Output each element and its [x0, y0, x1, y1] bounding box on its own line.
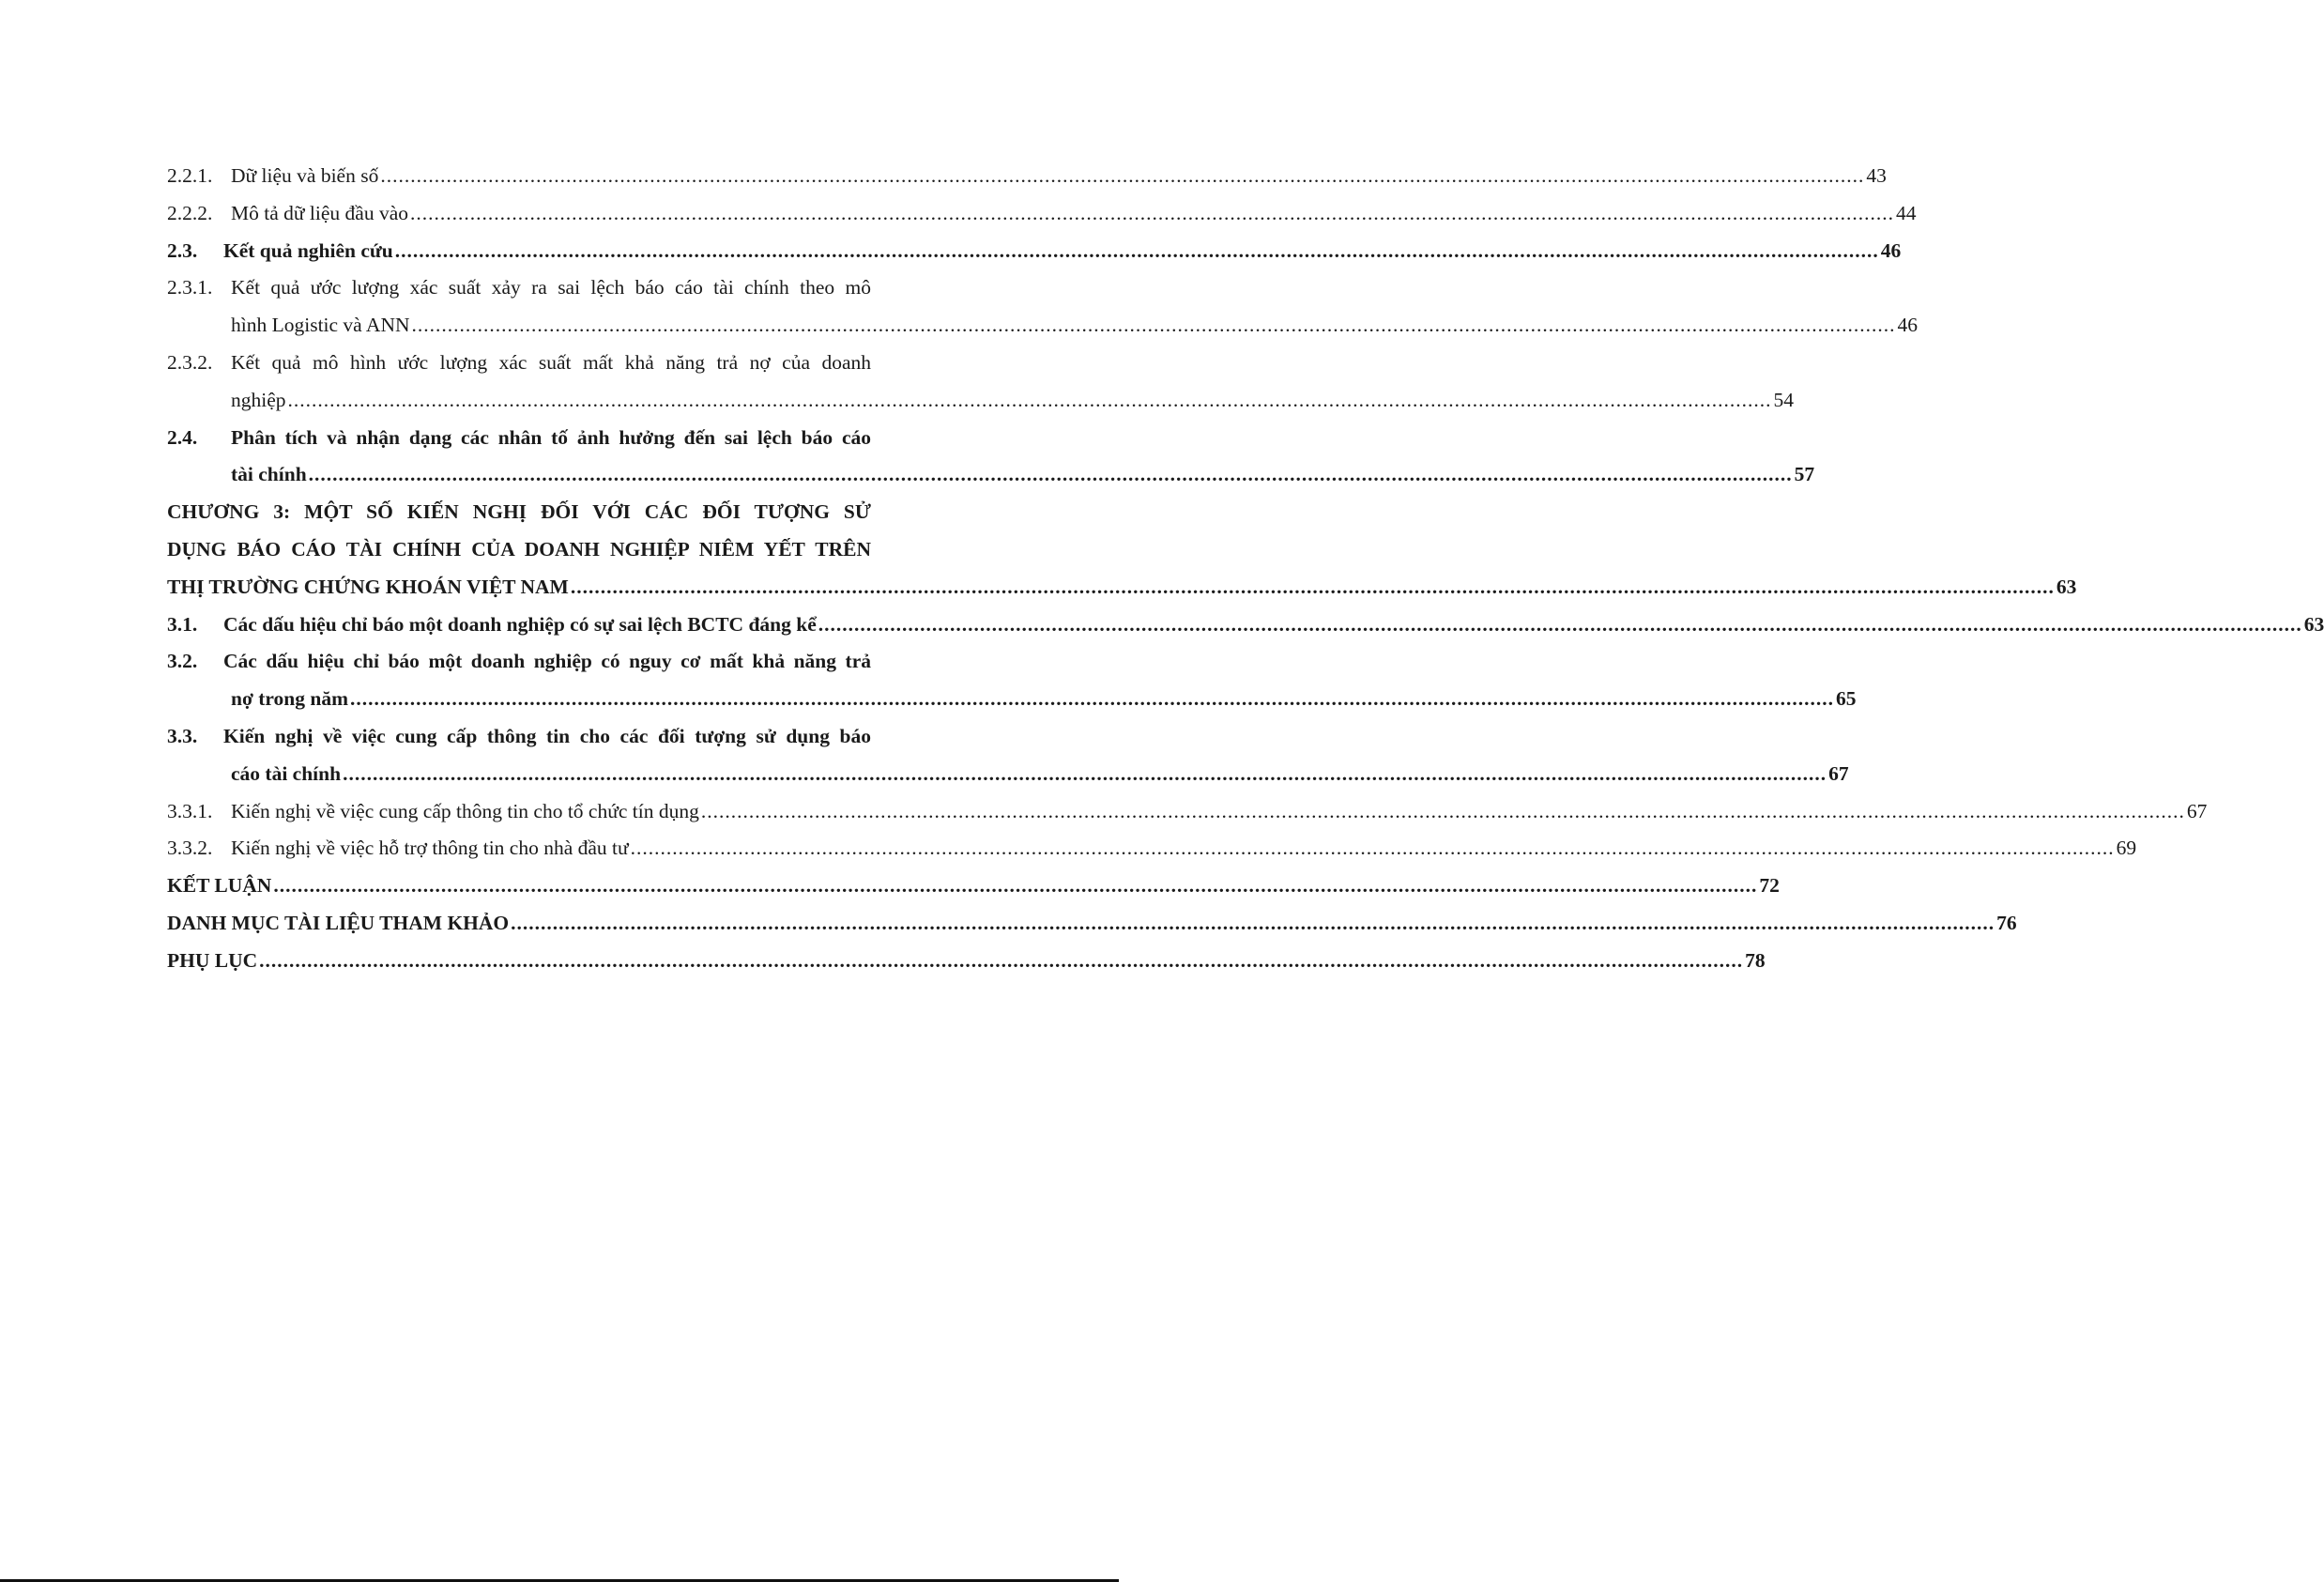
toc-entry-3-3[interactable] — [167, 718, 903, 756]
toc-title: Dữ liệu và biến số — [231, 164, 379, 187]
toc-number: 2.3.1. — [167, 276, 213, 300]
toc-entry-chapter-3[interactable] — [167, 494, 903, 531]
toc-number: 2.3.2. — [167, 350, 213, 374]
leader-dots — [818, 607, 2302, 644]
toc-title-line-1: CHƯƠNG 3: MỘT SỐ KIẾN NGHỊ ĐỐI VỚI CÁC ĐỐI TƯỢNG SỬ — [167, 500, 871, 524]
toc-number: 3.2. — [167, 650, 198, 673]
leader-dots — [412, 307, 1896, 345]
toc-title: DANH MỤC TÀI LIỆU THAM KHẢO — [167, 911, 510, 934]
toc-number: 2.4. — [167, 425, 198, 449]
leader-dots — [395, 233, 1879, 270]
toc-title: Kết quả nghiên cứu — [223, 238, 393, 262]
leader-dots — [631, 830, 2115, 868]
toc-entry-3-3-cont[interactable] — [167, 756, 1849, 793]
leader-dots — [309, 456, 1793, 494]
toc-page-number: 69 — [2116, 837, 2137, 860]
toc-entry-2-3-2-cont[interactable] — [167, 382, 1795, 420]
toc-title: Kiến nghị về việc hỗ trợ thông tin cho nhà đầu tư — [231, 837, 629, 860]
toc-entry-2-2-1[interactable] — [167, 158, 1887, 195]
toc-title-line-2: hình Logistic và ANN — [231, 314, 410, 337]
leader-dots — [410, 195, 1894, 233]
toc-entry-3-2[interactable] — [167, 643, 903, 681]
toc-entry-conclusion[interactable] — [167, 868, 1780, 905]
toc-entry-chapter-3-line-2[interactable] — [167, 531, 903, 569]
toc-entry-2-3-1[interactable] — [167, 269, 903, 307]
toc-page-number: 76 — [1996, 911, 2017, 934]
toc-entry-2-2-2[interactable] — [167, 195, 1917, 233]
toc-entry-appendix[interactable] — [167, 943, 1766, 980]
leader-dots — [701, 793, 2185, 831]
toc-page-number: 46 — [1880, 238, 1902, 262]
toc-page-number: 67 — [2186, 799, 2208, 822]
leader-dots — [273, 868, 1757, 905]
toc-number: 3.1. — [167, 612, 198, 636]
toc-title-line-2: nợ trong năm — [231, 687, 349, 711]
toc-entry-3-2-cont[interactable] — [167, 681, 1857, 718]
toc-title-line-1: Phân tích và nhận dạng các nhân tố ảnh hưởng đến sai lệch báo cáo — [231, 425, 871, 449]
leader-dots — [288, 382, 1772, 420]
leader-dots — [350, 681, 1834, 718]
toc-title: Mô tả dữ liệu đầu vào — [231, 201, 408, 224]
toc-entry-2-3-1-cont[interactable] — [167, 307, 1918, 345]
toc-page-number: 78 — [1745, 948, 1766, 972]
toc-entry-references[interactable] — [167, 905, 2017, 943]
toc-title: KẾT LUẬN — [167, 874, 272, 898]
toc-entry-2-3[interactable] — [167, 233, 1902, 270]
toc-page-number: 65 — [1836, 687, 1857, 711]
toc-title-line-1: Kết quả ước lượng xác suất xảy ra sai lệch báo cáo tài chính theo mô — [231, 276, 871, 300]
toc-page-number: 43 — [1866, 164, 1887, 187]
toc-page-number: 63 — [2303, 612, 2324, 636]
leader-dots — [259, 943, 1743, 980]
toc-number: 2.2.1. — [167, 164, 213, 187]
toc-entry-chapter-3-line-3[interactable] — [167, 569, 2077, 607]
toc-number: 2.3. — [167, 238, 198, 262]
toc-title-line-2: cáo tài chính — [231, 761, 342, 785]
toc-number: 2.2.2. — [167, 201, 213, 224]
toc-page-number: 72 — [1759, 874, 1780, 898]
toc-title-line-3: THỊ TRƯỜNG CHỨNG KHOÁN VIỆT NAM — [167, 575, 569, 598]
toc-title-line-1: Kết quả mô hình ước lượng xác suất mất khả năng trả nợ của doanh — [231, 350, 871, 374]
toc-number: 3.3.2. — [167, 837, 213, 860]
leader-dots — [380, 158, 1864, 195]
toc-entry-2-3-2[interactable] — [167, 345, 903, 382]
toc-entry-3-3-2[interactable] — [167, 830, 2137, 868]
toc-page-number: 63 — [2056, 575, 2077, 598]
leader-dots — [571, 569, 2055, 607]
toc-entry-3-1[interactable] — [167, 607, 2324, 644]
toc-title-line-1: Các dấu hiệu chỉ báo một doanh nghiệp có nguy cơ mất khả năng trả — [223, 650, 871, 673]
leader-dots — [343, 756, 1827, 793]
toc-page-number: 54 — [1773, 388, 1795, 411]
toc-page-number: 57 — [1794, 463, 1815, 486]
toc-page-number: 46 — [1897, 314, 1918, 337]
toc-entry-3-3-1[interactable] — [167, 793, 2208, 831]
toc-number: 3.3.1. — [167, 799, 213, 822]
toc-page-number: 67 — [1828, 761, 1849, 785]
toc-title-line-2: tài chính — [231, 463, 307, 486]
toc-title: Các dấu hiệu chỉ báo một doanh nghiệp có sự sai lệch BCTC đáng kể — [223, 612, 817, 636]
toc-title-line-2: nghiệp — [231, 388, 286, 411]
toc-entry-2-4[interactable] — [167, 420, 903, 457]
toc-entry-2-4-cont[interactable] — [167, 456, 1815, 494]
toc-title: PHỤ LỤC — [167, 948, 258, 972]
toc-title: Kiến nghị về việc cung cấp thông tin cho tổ chức tín dụng — [231, 799, 699, 822]
leader-dots — [511, 905, 1995, 943]
toc-title-line-1: Kiến nghị về việc cung cấp thông tin cho các đối tượng sử dụng báo — [223, 724, 871, 747]
toc-title-line-2: DỤNG BÁO CÁO TÀI CHÍNH CỦA DOANH NGHIỆP NIÊM YẾT TRÊN — [167, 537, 871, 561]
table-of-contents — [167, 158, 2324, 980]
toc-page-number: 44 — [1896, 201, 1917, 224]
toc-number: 3.3. — [167, 724, 198, 747]
